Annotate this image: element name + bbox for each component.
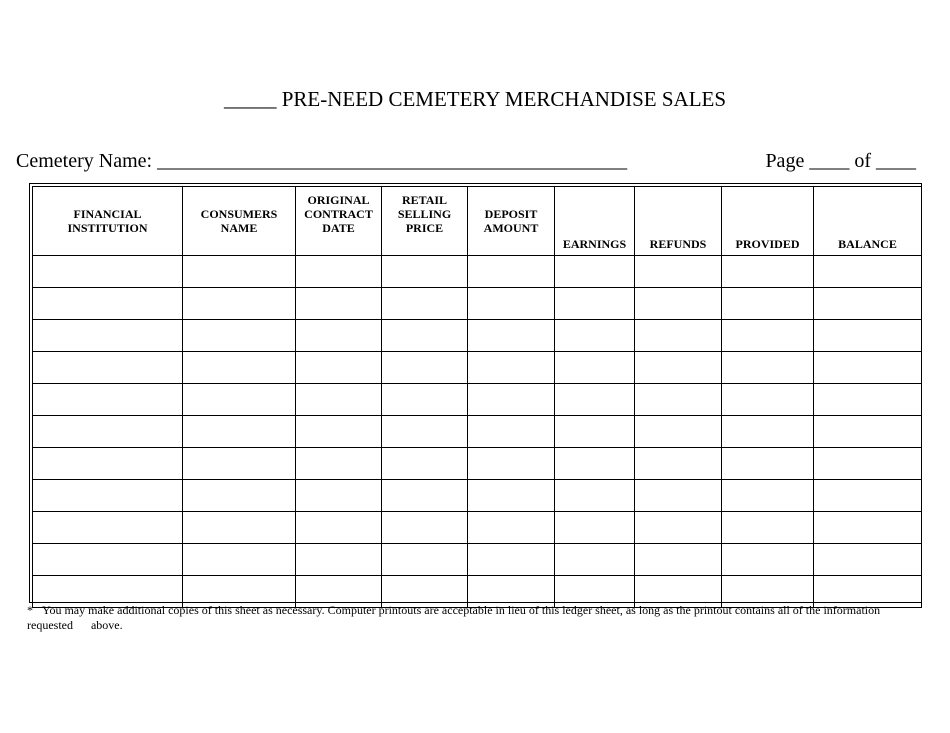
ledger-cell[interactable] (722, 352, 814, 384)
ledger-cell[interactable] (382, 352, 468, 384)
ledger-row (33, 288, 922, 320)
header-balance: BALANCE (814, 187, 922, 256)
ledger-cell[interactable] (555, 288, 635, 320)
ledger-cell[interactable] (382, 256, 468, 288)
ledger-cell[interactable] (722, 256, 814, 288)
ledger-cell[interactable] (296, 480, 382, 512)
ledger-cell[interactable] (814, 384, 922, 416)
ledger-cell[interactable] (722, 544, 814, 576)
ledger-cell[interactable] (382, 288, 468, 320)
ledger-cell[interactable] (722, 416, 814, 448)
ledger-cell[interactable] (555, 320, 635, 352)
ledger-cell[interactable] (555, 256, 635, 288)
ledger-cell[interactable] (382, 384, 468, 416)
ledger-cell[interactable] (468, 352, 555, 384)
ledger-cell[interactable] (555, 384, 635, 416)
ledger-cell[interactable] (183, 384, 296, 416)
page-label: Page (765, 150, 805, 172)
header-original-contract-date: ORIGINAL CONTRACT DATE (296, 187, 382, 256)
footnote-text: You may make additional copies of this sheet as necessary. Computer printouts are acceptable in lieu of this ledger sheet, as long as the printout contains all of the information requested (27, 603, 881, 632)
ledger-cell[interactable] (468, 256, 555, 288)
ledger-cell[interactable] (183, 480, 296, 512)
ledger-cell[interactable] (635, 480, 722, 512)
ledger-cell[interactable] (296, 256, 382, 288)
ledger-cell[interactable] (33, 480, 183, 512)
ledger-table (32, 186, 922, 608)
ledger-cell[interactable] (468, 288, 555, 320)
ledger-cell[interactable] (635, 448, 722, 480)
ledger-cell[interactable] (468, 544, 555, 576)
ledger-cell[interactable] (635, 384, 722, 416)
ledger-cell[interactable] (468, 512, 555, 544)
ledger-cell[interactable] (814, 416, 922, 448)
ledger-cell[interactable] (183, 448, 296, 480)
ledger-cell[interactable] (382, 480, 468, 512)
ledger-cell[interactable] (33, 320, 183, 352)
ledger-table-frame (29, 183, 922, 603)
ledger-row (33, 352, 922, 384)
ledger-cell[interactable] (296, 512, 382, 544)
ledger-cell[interactable] (722, 384, 814, 416)
ledger-cell[interactable] (635, 352, 722, 384)
ledger-cell[interactable] (635, 256, 722, 288)
ledger-cell[interactable] (468, 320, 555, 352)
ledger-cell[interactable] (722, 480, 814, 512)
ledger-cell[interactable] (33, 512, 183, 544)
cemetery-name-label: Cemetery Name: (16, 150, 153, 172)
page-of-label: of (854, 150, 871, 172)
ledger-cell[interactable] (382, 544, 468, 576)
ledger-cell[interactable] (814, 288, 922, 320)
ledger-cell[interactable] (635, 512, 722, 544)
ledger-row (33, 448, 922, 480)
page-total-blank[interactable]: ____ (876, 150, 916, 172)
ledger-cell[interactable] (183, 288, 296, 320)
ledger-cell[interactable] (555, 544, 635, 576)
ledger-cell[interactable] (722, 512, 814, 544)
form-title: _____ PRE-NEED CEMETERY MERCHANDISE SALES (223, 87, 727, 111)
ledger-row (33, 544, 922, 576)
ledger-cell[interactable] (33, 448, 183, 480)
ledger-body (33, 256, 922, 608)
header-refunds: REFUNDS (635, 187, 722, 256)
ledger-cell[interactable] (296, 352, 382, 384)
ledger-header-row (33, 187, 922, 256)
ledger-row (33, 320, 922, 352)
ledger-cell[interactable] (296, 416, 382, 448)
ledger-cell[interactable] (183, 256, 296, 288)
ledger-cell[interactable] (33, 352, 183, 384)
ledger-cell[interactable] (33, 288, 183, 320)
ledger-cell[interactable] (722, 288, 814, 320)
header-retail-selling-price: RETAIL SELLING PRICE (382, 187, 468, 256)
header-provided: PROVIDED (722, 187, 814, 256)
cemetery-name-field[interactable] (16, 149, 627, 173)
ledger-cell[interactable] (555, 352, 635, 384)
ledger-cell[interactable] (296, 448, 382, 480)
ledger-row (33, 384, 922, 416)
ledger-cell[interactable] (296, 288, 382, 320)
ledger-cell[interactable] (814, 320, 922, 352)
ledger-row (33, 512, 922, 544)
ledger-cell[interactable] (33, 416, 183, 448)
header-financial-institution: FINANCIAL INSTITUTION (33, 187, 183, 256)
ledger-cell[interactable] (555, 448, 635, 480)
ledger-cell[interactable] (183, 416, 296, 448)
ledger-cell[interactable] (635, 416, 722, 448)
ledger-cell[interactable] (468, 480, 555, 512)
header-deposit-amount: DEPOSIT AMOUNT (468, 187, 555, 256)
ledger-cell[interactable] (382, 320, 468, 352)
ledger-cell[interactable] (814, 544, 922, 576)
ledger-cell[interactable] (33, 544, 183, 576)
cemetery-name-blank[interactable]: _______________________________________________ (157, 150, 628, 172)
ledger-row (33, 416, 922, 448)
ledger-cell[interactable] (183, 320, 296, 352)
ledger-cell[interactable] (814, 352, 922, 384)
ledger-cell[interactable] (555, 480, 635, 512)
ledger-cell[interactable] (814, 480, 922, 512)
ledger-cell[interactable] (382, 416, 468, 448)
ledger-cell[interactable] (814, 256, 922, 288)
ledger-cell[interactable] (183, 352, 296, 384)
ledger-row (33, 480, 922, 512)
ledger-cell[interactable] (635, 288, 722, 320)
ledger-cell[interactable] (468, 448, 555, 480)
ledger-cell[interactable] (33, 256, 183, 288)
header-earnings: EARNINGS (555, 187, 635, 256)
header-consumers-name: CONSUMERS NAME (183, 187, 296, 256)
ledger-cell[interactable] (722, 320, 814, 352)
ledger-cell[interactable] (635, 320, 722, 352)
ledger-cell[interactable] (296, 544, 382, 576)
ledger-cell[interactable] (296, 384, 382, 416)
ledger-cell[interactable] (468, 384, 555, 416)
ledger-cell[interactable] (555, 416, 635, 448)
ledger-cell[interactable] (555, 512, 635, 544)
ledger-cell[interactable] (296, 320, 382, 352)
ledger-cell[interactable] (814, 512, 922, 544)
ledger-cell[interactable] (382, 512, 468, 544)
footnote-tail: above. (90, 618, 123, 632)
ledger-cell[interactable] (183, 544, 296, 576)
ledger-cell[interactable] (722, 448, 814, 480)
ledger-cell[interactable] (635, 544, 722, 576)
ledger-cell[interactable] (183, 512, 296, 544)
ledger-row (33, 256, 922, 288)
footnote-marker: * (27, 603, 33, 617)
page-number-blank[interactable]: ____ (809, 150, 850, 172)
ledger-cell[interactable] (33, 384, 183, 416)
ledger-cell[interactable] (814, 448, 922, 480)
ledger-cell[interactable] (382, 448, 468, 480)
page-number-field (765, 149, 916, 173)
footnote (27, 603, 907, 633)
ledger-cell[interactable] (468, 416, 555, 448)
